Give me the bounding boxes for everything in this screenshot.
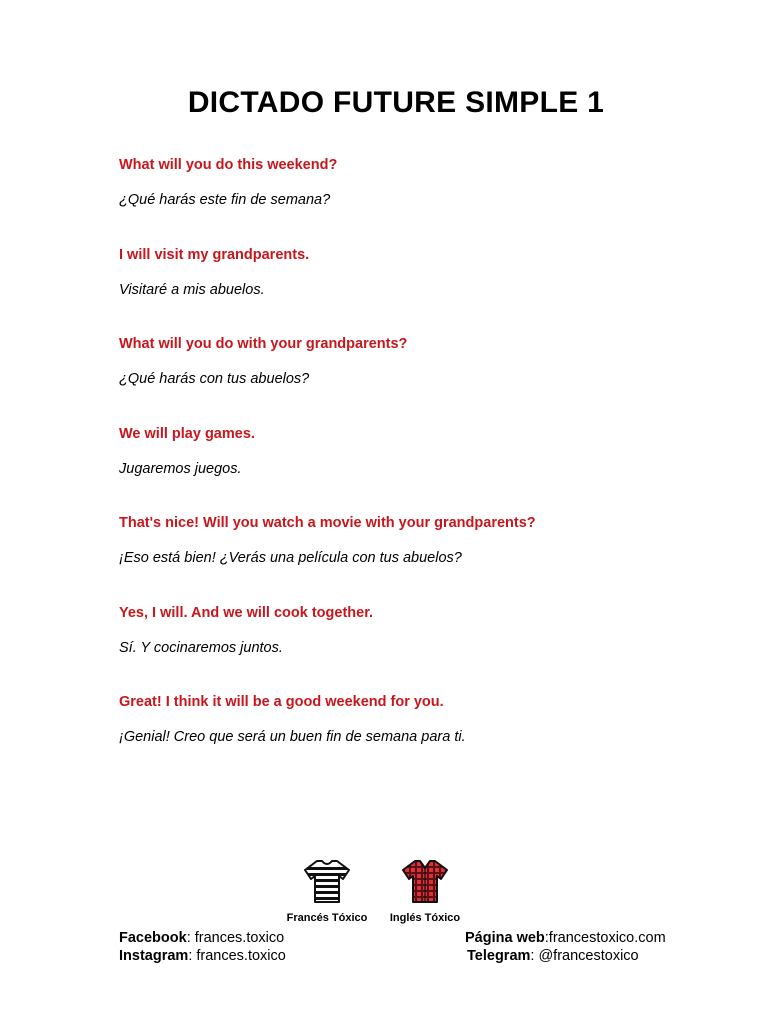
dialogue-pair — [119, 247, 679, 337]
instagram-label: Instagram — [119, 948, 189, 964]
dialogue-pair — [119, 605, 679, 695]
telegram-contact — [467, 947, 639, 965]
instagram-contact — [119, 947, 286, 965]
spanish-line: Sí. Y cocinaremos juntos. — [119, 639, 283, 656]
page-title: DICTADO FUTURE SIMPLE 1 — [187, 86, 605, 119]
facebook-value: : frances.toxico — [186, 930, 285, 946]
dialogue-pair — [119, 157, 679, 247]
frances-toxico-label: Francés Tóxico — [286, 912, 368, 924]
footer-row — [119, 947, 679, 965]
english-line: What will you do with your grandparents? — [119, 336, 408, 352]
spanish-line: ¡Genial! Creo que será un buen fin de semana para ti. — [119, 729, 466, 745]
spanish-line: Visitaré a mis abuelos. — [119, 281, 265, 298]
english-line: What will you do this weekend? — [119, 157, 338, 173]
english-line: We will play games. — [119, 425, 255, 442]
english-line: Yes, I will. And we will cook together. — [119, 604, 374, 621]
plaid-shirt-icon — [401, 858, 449, 904]
website-contact — [465, 929, 666, 947]
instagram-value: : frances.toxico — [188, 948, 286, 964]
ingles-toxico-logo — [375, 858, 475, 924]
facebook-contact — [119, 929, 284, 947]
striped-shirt-icon — [303, 858, 351, 904]
telegram-value: : @francestoxico — [530, 948, 639, 964]
spanish-line: ¿Qué harás este fin de semana? — [119, 192, 331, 208]
frances-toxico-logo — [277, 858, 377, 924]
website-value: :francestoxico.com — [544, 930, 666, 946]
footer-row — [119, 929, 679, 947]
spanish-line: ¿Qué harás con tus abuelos? — [119, 371, 310, 387]
dialogue-pair — [119, 515, 679, 605]
dialogue-pair — [119, 426, 679, 516]
spanish-line: ¡Eso está bien! ¿Verás una película con tus abuelos? — [119, 550, 462, 566]
english-line: Great! I think it will be a good weekend for you. — [119, 694, 444, 710]
website-label: Página web — [465, 930, 545, 946]
dialogue-pair — [119, 694, 679, 784]
spanish-line: Jugaremos juegos. — [119, 460, 242, 477]
facebook-label: Facebook — [119, 930, 187, 946]
contact-footer — [119, 929, 679, 965]
english-line: That's nice! Will you watch a movie with your grandparents? — [119, 515, 536, 531]
telegram-label: Telegram — [467, 948, 531, 964]
english-line: I will visit my grandparents. — [119, 246, 310, 263]
dialogue-pair — [119, 336, 679, 426]
ingles-toxico-label: Inglés Tóxico — [389, 912, 461, 924]
brand-logos — [0, 858, 768, 930]
dialogue — [119, 157, 679, 784]
